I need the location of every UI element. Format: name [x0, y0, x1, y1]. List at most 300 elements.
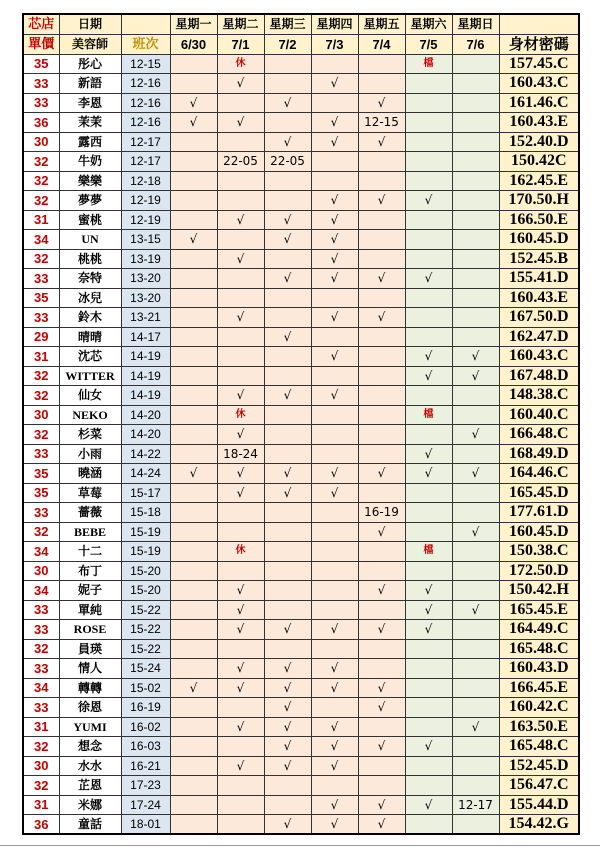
day-cell-thu: √ [311, 113, 358, 133]
day-cell-tue [217, 639, 264, 659]
day-cell-sun [452, 93, 499, 113]
day-cell-fri [358, 776, 405, 796]
day-cell-mon [170, 405, 217, 425]
day-cell-wed: √ [264, 737, 311, 757]
day-cell-thu [311, 171, 358, 191]
day-cell-thu: √ [311, 230, 358, 250]
price-cell: 30 [23, 132, 59, 152]
stylist-name-cell: 薔薇 [59, 503, 121, 523]
table-row [23, 425, 579, 445]
header-row-weekdays [23, 14, 579, 34]
day-cell-tue: √ [217, 464, 264, 484]
day-cell-tue: √ [217, 581, 264, 601]
stylist-name-cell: 水水 [59, 756, 121, 776]
price-cell: 30 [23, 561, 59, 581]
body-code-cell: 165.45.D [499, 483, 579, 503]
date-header-wed: 7/2 [264, 34, 311, 54]
day-cell-tue [217, 795, 264, 815]
day-cell-fri [358, 54, 405, 74]
stylist-name-cell: YUMI [59, 717, 121, 737]
day-cell-wed [264, 503, 311, 523]
day-cell-wed [264, 776, 311, 796]
shift-cell: 16-02 [121, 717, 170, 737]
table-row [23, 756, 579, 776]
stylist-name-cell: 童話 [59, 815, 121, 835]
day-cell-sat: √ [405, 269, 452, 289]
stylist-name-cell: NEKO [59, 405, 121, 425]
day-cell-mon: √ [170, 678, 217, 698]
shift-cell: 16-19 [121, 698, 170, 718]
table-row [23, 93, 579, 113]
day-cell-sat [405, 249, 452, 269]
day-cell-thu: √ [311, 386, 358, 406]
table-row [23, 795, 579, 815]
date-header-mon: 6/30 [170, 34, 217, 54]
day-cell-tue: 休 [217, 54, 264, 74]
price-cell: 31 [23, 347, 59, 367]
day-cell-wed [264, 171, 311, 191]
day-cell-tue: √ [217, 386, 264, 406]
weekday-header-mon: 星期一 [170, 14, 217, 34]
schedule-table [22, 13, 580, 835]
day-cell-tue [217, 561, 264, 581]
day-cell-thu [311, 405, 358, 425]
day-cell-sun [452, 620, 499, 640]
shift-cell: 15-20 [121, 561, 170, 581]
day-cell-fri [358, 561, 405, 581]
day-cell-tue [217, 737, 264, 757]
day-cell-sat [405, 132, 452, 152]
day-cell-thu [311, 581, 358, 601]
day-cell-tue [217, 347, 264, 367]
day-cell-thu [311, 444, 358, 464]
day-cell-sat: √ [405, 620, 452, 640]
body-code-cell: 148.38.C [499, 386, 579, 406]
weekday-header-tue: 星期二 [217, 14, 264, 34]
price-cell: 32 [23, 171, 59, 191]
day-cell-tue: 18-24 [217, 444, 264, 464]
day-cell-sun: √ [452, 347, 499, 367]
day-cell-wed: √ [264, 464, 311, 484]
shift-cell: 14-20 [121, 405, 170, 425]
day-cell-fri [358, 249, 405, 269]
date-header-thu: 7/3 [311, 34, 358, 54]
body-code-cell: 154.42.G [499, 815, 579, 835]
shift-cell: 12-19 [121, 210, 170, 230]
day-cell-thu [311, 639, 358, 659]
stylist-name-cell: 晴晴 [59, 327, 121, 347]
stylist-name-cell: 員瑛 [59, 639, 121, 659]
day-cell-fri: √ [358, 698, 405, 718]
price-cell: 33 [23, 659, 59, 679]
day-cell-mon [170, 581, 217, 601]
stylist-name-cell: 徐恩 [59, 698, 121, 718]
day-cell-fri [358, 366, 405, 386]
stylist-name-cell: 蜜桃 [59, 210, 121, 230]
day-cell-thu: √ [311, 815, 358, 835]
table-row [23, 191, 579, 211]
price-cell: 32 [23, 737, 59, 757]
store-label: 芯店 [23, 14, 59, 34]
day-cell-sat [405, 93, 452, 113]
day-cell-thu: √ [311, 620, 358, 640]
day-cell-sun [452, 503, 499, 523]
day-cell-fri [358, 230, 405, 250]
price-cell: 32 [23, 191, 59, 211]
day-cell-tue [217, 503, 264, 523]
date-header-tue: 7/1 [217, 34, 264, 54]
day-cell-mon [170, 366, 217, 386]
day-cell-mon [170, 152, 217, 172]
day-cell-thu: √ [311, 249, 358, 269]
day-cell-fri [358, 425, 405, 445]
day-cell-wed: √ [264, 620, 311, 640]
body-code-cell: 160.42.C [499, 698, 579, 718]
day-cell-sun [452, 386, 499, 406]
day-cell-tue [217, 522, 264, 542]
table-row [23, 522, 579, 542]
body-code-cell: 168.49.D [499, 444, 579, 464]
day-cell-tue [217, 288, 264, 308]
price-cell: 33 [23, 74, 59, 94]
table-row [23, 230, 579, 250]
day-cell-mon [170, 620, 217, 640]
day-cell-tue: √ [217, 249, 264, 269]
table-row [23, 659, 579, 679]
shift-cell: 13-21 [121, 308, 170, 328]
stylist-name-cell: 桃桃 [59, 249, 121, 269]
body-code-cell: 160.43.E [499, 288, 579, 308]
shift-cell: 15-22 [121, 600, 170, 620]
day-cell-wed: √ [264, 815, 311, 835]
day-cell-mon [170, 269, 217, 289]
shift-cell: 12-15 [121, 54, 170, 74]
shift-cell: 13-20 [121, 269, 170, 289]
stylist-name-cell: ROSE [59, 620, 121, 640]
body-code-cell: 160.45.D [499, 230, 579, 250]
day-cell-mon [170, 54, 217, 74]
shift-cell: 15-02 [121, 678, 170, 698]
table-row [23, 405, 579, 425]
shift-cell: 12-17 [121, 132, 170, 152]
table-row [23, 620, 579, 640]
price-cell: 31 [23, 795, 59, 815]
day-cell-sat [405, 522, 452, 542]
table-row [23, 737, 579, 757]
day-cell-wed [264, 405, 311, 425]
body-code-cell: 161.46.C [499, 93, 579, 113]
stylist-name-cell: UN [59, 230, 121, 250]
table-row [23, 561, 579, 581]
day-cell-sat [405, 288, 452, 308]
body-code-cell: 164.49.C [499, 620, 579, 640]
day-cell-sun: √ [452, 522, 499, 542]
day-cell-wed [264, 795, 311, 815]
body-code-column-header: 身材密碼 [499, 34, 579, 54]
stylist-name-cell: 茉茉 [59, 113, 121, 133]
day-cell-sun [452, 659, 499, 679]
day-cell-thu: √ [311, 795, 358, 815]
table-row [23, 600, 579, 620]
price-cell: 29 [23, 327, 59, 347]
day-cell-sun: √ [452, 717, 499, 737]
table-row [23, 54, 579, 74]
day-cell-sun [452, 542, 499, 562]
day-cell-sat [405, 639, 452, 659]
shift-cell: 16-03 [121, 737, 170, 757]
body-code-cell: 165.48.C [499, 737, 579, 757]
day-cell-tue [217, 171, 264, 191]
day-cell-sat: 檔 [405, 542, 452, 562]
day-cell-sat [405, 756, 452, 776]
day-cell-fri [358, 639, 405, 659]
table-row [23, 698, 579, 718]
day-cell-thu [311, 542, 358, 562]
table-row [23, 542, 579, 562]
price-cell: 35 [23, 54, 59, 74]
day-cell-mon: √ [170, 93, 217, 113]
day-cell-sat [405, 503, 452, 523]
stylist-name-cell: 杉菜 [59, 425, 121, 445]
day-cell-mon [170, 171, 217, 191]
table-row [23, 308, 579, 328]
day-cell-mon [170, 288, 217, 308]
day-cell-sun [452, 54, 499, 74]
table-row [23, 386, 579, 406]
day-cell-mon [170, 776, 217, 796]
day-cell-mon [170, 132, 217, 152]
day-cell-thu: √ [311, 737, 358, 757]
body-code-cell: 160.43.C [499, 74, 579, 94]
day-cell-tue: √ [217, 756, 264, 776]
day-cell-sun [452, 191, 499, 211]
day-cell-sun [452, 152, 499, 172]
day-cell-tue: √ [217, 308, 264, 328]
price-cell: 33 [23, 503, 59, 523]
day-cell-mon [170, 249, 217, 269]
day-cell-wed [264, 347, 311, 367]
price-cell: 32 [23, 522, 59, 542]
price-cell: 33 [23, 444, 59, 464]
day-cell-fri: 16-19 [358, 503, 405, 523]
table-row [23, 678, 579, 698]
day-cell-wed [264, 366, 311, 386]
day-cell-wed: √ [264, 483, 311, 503]
day-cell-sun: 12-17 [452, 795, 499, 815]
body-code-cell: 160.43.C [499, 347, 579, 367]
stylist-name-cell: 露西 [59, 132, 121, 152]
day-cell-sun: √ [452, 464, 499, 484]
shift-column-header: 班次 [121, 34, 170, 54]
body-code-cell: 155.41.D [499, 269, 579, 289]
day-cell-mon [170, 347, 217, 367]
day-cell-sat [405, 483, 452, 503]
day-cell-thu [311, 561, 358, 581]
day-cell-sat: √ [405, 464, 452, 484]
day-cell-wed [264, 191, 311, 211]
day-cell-fri: 12-15 [358, 113, 405, 133]
day-cell-thu [311, 522, 358, 542]
date-header-fri: 7/4 [358, 34, 405, 54]
day-cell-mon [170, 639, 217, 659]
day-cell-tue [217, 776, 264, 796]
weekday-header-sun: 星期日 [452, 14, 499, 34]
day-cell-sat [405, 386, 452, 406]
stylist-name-cell: 轉轉 [59, 678, 121, 698]
day-cell-wed: 22-05 [264, 152, 311, 172]
table-row [23, 347, 579, 367]
day-cell-wed [264, 74, 311, 94]
shift-cell: 13-20 [121, 288, 170, 308]
body-code-cell: 150.38.C [499, 542, 579, 562]
day-cell-sun [452, 444, 499, 464]
body-code-cell: 150.42.H [499, 581, 579, 601]
table-row [23, 503, 579, 523]
day-cell-mon [170, 503, 217, 523]
shift-cell: 16-21 [121, 756, 170, 776]
day-cell-sun [452, 132, 499, 152]
price-cell: 32 [23, 249, 59, 269]
day-cell-tue: √ [217, 620, 264, 640]
shift-cell: 14-20 [121, 425, 170, 445]
table-row [23, 113, 579, 133]
day-cell-thu: √ [311, 464, 358, 484]
day-cell-mon [170, 659, 217, 679]
day-cell-sun [452, 230, 499, 250]
day-cell-wed [264, 639, 311, 659]
day-cell-sat: √ [405, 795, 452, 815]
day-cell-mon [170, 308, 217, 328]
shift-cell: 14-19 [121, 347, 170, 367]
day-cell-sun [452, 288, 499, 308]
day-cell-tue: √ [217, 425, 264, 445]
day-cell-wed [264, 425, 311, 445]
day-cell-thu: √ [311, 659, 358, 679]
table-row [23, 269, 579, 289]
stylist-name-cell: 沈芯 [59, 347, 121, 367]
day-cell-sun [452, 405, 499, 425]
day-cell-tue: √ [217, 74, 264, 94]
stylist-name-cell: 牛奶 [59, 152, 121, 172]
body-code-cell: 160.43.E [499, 113, 579, 133]
day-cell-sat [405, 425, 452, 445]
price-cell: 32 [23, 776, 59, 796]
day-cell-sun [452, 756, 499, 776]
table-row [23, 483, 579, 503]
day-cell-tue: √ [217, 483, 264, 503]
header-blank-cell [121, 14, 170, 34]
table-row [23, 639, 579, 659]
weekday-header-thu: 星期四 [311, 14, 358, 34]
day-cell-thu [311, 366, 358, 386]
day-cell-tue [217, 327, 264, 347]
day-cell-mon [170, 717, 217, 737]
body-code-cell: 156.47.C [499, 776, 579, 796]
day-cell-fri: √ [358, 737, 405, 757]
day-cell-sat [405, 113, 452, 133]
day-cell-sun [452, 815, 499, 835]
day-cell-fri [358, 288, 405, 308]
header-row-dates [23, 34, 579, 54]
shift-cell: 15-22 [121, 620, 170, 640]
day-cell-sun [452, 483, 499, 503]
body-code-cell: 170.50.H [499, 191, 579, 211]
stylist-name-cell: 彤心 [59, 54, 121, 74]
day-cell-wed: √ [264, 698, 311, 718]
stylist-name-cell: 奈特 [59, 269, 121, 289]
day-cell-tue: √ [217, 600, 264, 620]
day-cell-thu [311, 93, 358, 113]
stylist-name-cell: 小雨 [59, 444, 121, 464]
day-cell-sun [452, 698, 499, 718]
shift-cell: 17-24 [121, 795, 170, 815]
day-cell-fri: √ [358, 464, 405, 484]
body-code-cell: 166.50.E [499, 210, 579, 230]
stylist-name-cell: WITTER [59, 366, 121, 386]
day-cell-sun [452, 249, 499, 269]
day-cell-sat: √ [405, 366, 452, 386]
day-cell-sat [405, 210, 452, 230]
body-code-cell: 162.45.E [499, 171, 579, 191]
day-cell-wed: √ [264, 327, 311, 347]
day-cell-fri [358, 542, 405, 562]
day-cell-sun [452, 776, 499, 796]
day-cell-wed [264, 249, 311, 269]
day-cell-sat [405, 152, 452, 172]
day-cell-sat [405, 561, 452, 581]
table-row [23, 210, 579, 230]
stylist-name-cell: 樂樂 [59, 171, 121, 191]
date-label: 日期 [59, 14, 121, 34]
shift-cell: 14-24 [121, 464, 170, 484]
price-cell: 33 [23, 698, 59, 718]
body-code-cell: 152.45.D [499, 756, 579, 776]
day-cell-thu [311, 327, 358, 347]
price-cell: 33 [23, 269, 59, 289]
shift-cell: 14-19 [121, 366, 170, 386]
day-cell-fri [358, 717, 405, 737]
stylist-name-cell: 布丁 [59, 561, 121, 581]
price-cell: 32 [23, 152, 59, 172]
body-code-cell: 167.48.D [499, 366, 579, 386]
day-cell-wed: √ [264, 717, 311, 737]
day-cell-fri [358, 152, 405, 172]
shift-cell: 15-19 [121, 522, 170, 542]
day-cell-thu [311, 425, 358, 445]
day-cell-tue: 22-05 [217, 152, 264, 172]
price-cell: 30 [23, 756, 59, 776]
price-cell: 30 [23, 405, 59, 425]
day-cell-thu: √ [311, 191, 358, 211]
shift-cell: 18-01 [121, 815, 170, 835]
day-cell-sat: √ [405, 444, 452, 464]
day-cell-fri [358, 171, 405, 191]
body-code-cell: 172.50.D [499, 561, 579, 581]
body-code-cell: 152.40.D [499, 132, 579, 152]
day-cell-mon [170, 74, 217, 94]
stylist-name-cell: 草莓 [59, 483, 121, 503]
day-cell-sun [452, 581, 499, 601]
body-code-cell: 155.44.D [499, 795, 579, 815]
day-cell-wed [264, 54, 311, 74]
day-cell-fri: √ [358, 269, 405, 289]
shift-cell: 15-18 [121, 503, 170, 523]
day-cell-fri: √ [358, 581, 405, 601]
day-cell-sat [405, 815, 452, 835]
day-cell-fri [358, 210, 405, 230]
day-cell-wed: √ [264, 678, 311, 698]
price-cell: 33 [23, 308, 59, 328]
